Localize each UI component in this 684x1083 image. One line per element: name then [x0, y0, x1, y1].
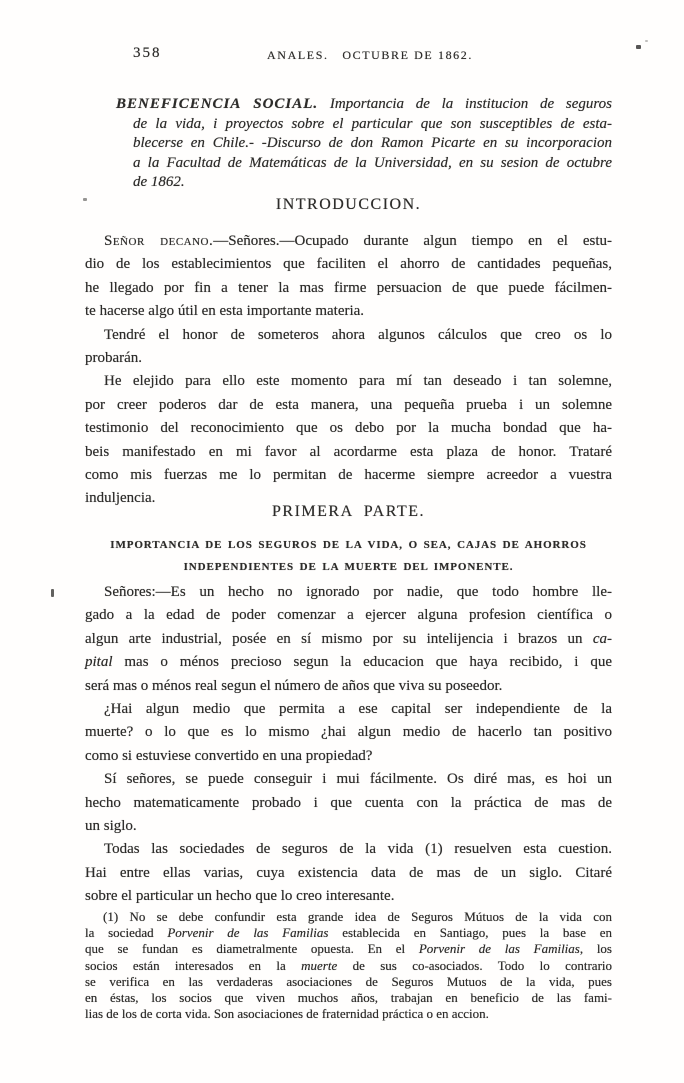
- article-title: BENEFICENCIA SOCIAL. Importancia de la institucion de seguros de la vida, i proyectos sobre el particular que son susceptibles de esta- blecerse en Chile.- -Discurso de don Ramon Picarte en su incorporacion a la Facultad de Matemáticas de la Universidad, en su sesion de octubre de 1862.: [116, 96, 612, 191]
- introduction-heading: INTRODUCCION.: [275, 196, 422, 213]
- paragraph-hai-algun-medio: ¿Hai algun medio que permita a ese capital ser independiente de la muerte? o lo que es lo mismo ¿hai algun medio de hacerlo tan positivo como si estuviese convertido en una propiedad?: [85, 701, 612, 764]
- paragraph-todas-las-sociedades: Todas las sociedades de seguros de la vida (1) resuelven esta cuestion. Hai entre ellas varias, cuya existencia data de mas de un siglo. Citaré sobre el particular un hecho que lo creo interesante.: [85, 841, 612, 905]
- running-header: ANALES. OCTUBRE DE 1862.: [267, 48, 473, 62]
- scan-speck: [51, 589, 54, 597]
- scan-speck: [645, 40, 648, 42]
- scan-speck: [636, 45, 641, 49]
- introduction-body: [85, 230, 612, 511]
- footnote: (1) No se debe confundir esta grande idea de Seguros Mútuos de la vida con la sociedad Porvenir de las Familias establecida en Santiago, pues la base en que se fundan es diametralmente opuesta. En el Porvenir de las Familias, los socios están interesados en la muerte de sus co-asociados. Todo lo contrario se verifica en las verdaderas asociaciones de Seguros Mutuos de la vida, pues en éstas, los socios que viven muchos años, trabajan en beneficio de las fami- lias de los de corta vida. Son asociaciones de fraternidad práctica o en accion.: [85, 909, 613, 1022]
- paragraph-senor-decano: Señor decano.—Señores.—Ocupado durante algun tiempo en el estu- dio de los establecimientos que faciliten el ahorro de cantidades pequeñas, he llegado por fin a tener la mas firme persuacion de que puede fácilmen- te hacerse algo útil en esta importante materia.: [85, 233, 612, 320]
- paragraph-senores-es-un-hecho: Señores:—Es un hecho no ignorado por nadie, que todo hombre lle- gado a la edad de poder comenzar a ejercer alguna profesion científica o algun arte industrial, posée en sí mismo por su intelijencia i brazos un ca- pital mas o ménos precioso segun la educacion que haya recibido, i que será mas o ménos real segun el número de años que viva su poseedor.: [85, 584, 612, 694]
- page-number: 358: [133, 45, 162, 61]
- paragraph-he-elejido: He elejido para ello este momento para mí tan deseado i tan solemne, por creer poderos dar de esta manera, una pequeña prueba i un solemne testimonio del reconocimiento que os debo por la mucha bondad que ha- beis manifestado en mi favor al acordarme esta plaza de honor. Trataré como mis fuerzas me lo permitan de hacerme siempre acreedor a vuestra induljencia.: [85, 373, 612, 507]
- part-one-subheading: IMPORTANCIA DE LOS SEGUROS DE LA VIDA, O SEA, CAJAS DE AHORROS INDEPENDIENTES DE LA MUERTE DEL IMPONENTE.: [110, 539, 587, 573]
- paragraph-si-senores: Sí señores, se puede conseguir i mui fácilmente. Os diré mas, es hoi un hecho matematicamente probado i que cuenta con la práctica de mas de un siglo.: [85, 771, 612, 835]
- scan-speck: [83, 198, 87, 201]
- paragraph-tendre-el-honor: Tendré el honor de someteros ahora algunos cálculos que creo os lo probarán.: [85, 326, 612, 367]
- part-one-body: [85, 581, 612, 909]
- part-one-heading: PRIMERA PARTE.: [272, 503, 425, 520]
